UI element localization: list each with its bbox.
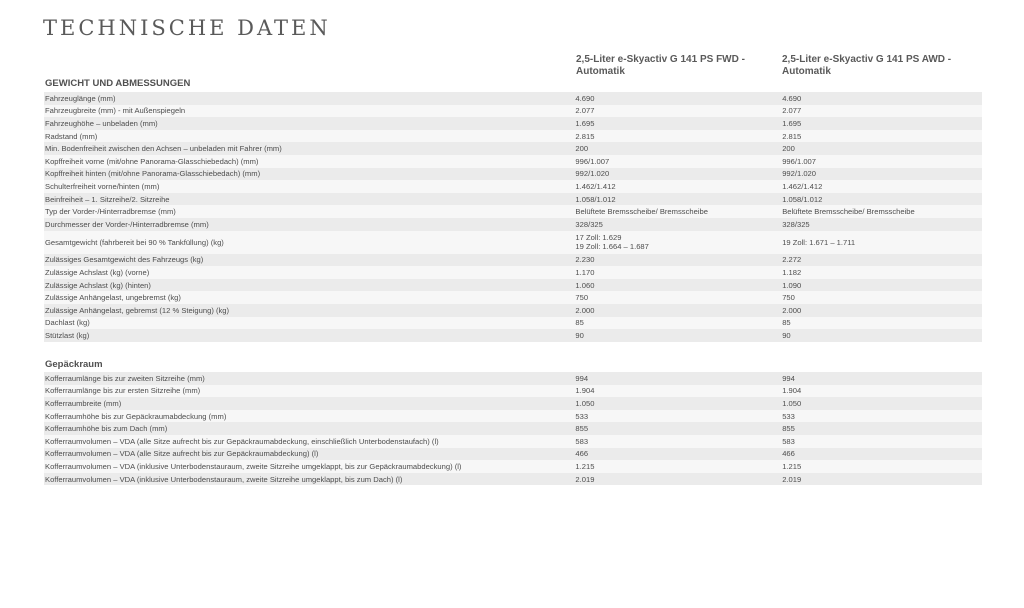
value-awd: 1.695 xyxy=(782,118,802,128)
table-row xyxy=(44,460,982,473)
table-row xyxy=(44,168,982,181)
value-awd: 1.215 xyxy=(782,461,802,471)
value-awd: 533 xyxy=(782,411,795,421)
row-label: Kopffreiheit hinten (mit/ohne Panorama-Glasschiebedach) (mm) xyxy=(45,169,261,179)
table-row xyxy=(44,254,982,267)
row-label: Kofferraumbreite (mm) xyxy=(45,398,122,408)
table-row xyxy=(44,105,982,118)
value-fwd: 1.904 xyxy=(575,386,595,396)
value-fwd: 996/1.007 xyxy=(575,156,610,166)
table-row xyxy=(44,329,982,342)
value-fwd: Belüftete Bremsscheibe/ Bremsscheibe xyxy=(575,207,708,217)
table-row xyxy=(44,155,982,168)
value-fwd: 328/325 xyxy=(575,219,603,229)
section-title-weight-dimensions: GEWICHT UND ABMESSUNGEN xyxy=(45,78,191,89)
row-label: Kofferraumvolumen – VDA (alle Sitze aufrecht bis zur Gepäckraumabdeckung, einschließlich Unterbodenstaufach) (l) xyxy=(45,436,439,446)
value-fwd: 2.230 xyxy=(575,255,595,265)
table-row xyxy=(44,266,982,279)
row-label: Kofferraumvolumen – VDA (inklusive Unterbodenstauraum, zweite Sitzreihe umgeklappt, bis zur Gepäckraumabdeckung) (l) xyxy=(45,461,462,471)
row-label: Kofferraumlänge bis zur zweiten Sitzreihe (mm) xyxy=(45,373,205,383)
column-header-awd: 2,5-Liter e-Skyactiv G 141 PS AWD - Automatik xyxy=(782,54,952,77)
table-row xyxy=(44,231,982,254)
value-awd: 996/1.007 xyxy=(782,156,816,166)
weight-dimensions-table xyxy=(44,92,982,342)
row-label: Schulterfreiheit vorne/hinten (mm) xyxy=(45,181,160,191)
value-awd: 1.904 xyxy=(782,386,802,396)
value-awd: 1.182 xyxy=(782,267,802,277)
table-row xyxy=(44,397,982,410)
section-title-luggage: Gepäckraum xyxy=(45,359,103,370)
row-label: Typ der Vorder-/Hinterradbremse (mm) xyxy=(45,207,176,217)
value-fwd: 533 xyxy=(575,411,589,421)
value-awd: 200 xyxy=(782,144,795,154)
table-row xyxy=(44,473,982,486)
row-label: Durchmesser der Vorder-/Hinterradbremse (mm) xyxy=(45,219,209,229)
row-label: Kofferraumhöhe bis zur Gepäckraumabdeckung (mm) xyxy=(45,411,227,421)
row-label: Zulässige Anhängelast, gebremst (12 % Steigung) (kg) xyxy=(45,305,230,315)
page-title: TECHNISCHE DATEN xyxy=(43,16,331,40)
table-row xyxy=(44,193,982,206)
value-fwd: 2.815 xyxy=(575,131,595,141)
row-label: Zulässige Achslast (kg) (hinten) xyxy=(45,280,151,290)
table-row xyxy=(44,117,982,130)
value-fwd: 1.695 xyxy=(575,118,595,128)
value-fwd: 2.019 xyxy=(575,474,595,484)
value-awd: 1.462/1.412 xyxy=(782,181,823,191)
table-row xyxy=(44,142,982,155)
value-awd: 1.090 xyxy=(782,280,802,290)
table-row xyxy=(44,279,982,292)
row-label: Radstand (mm) xyxy=(45,131,98,141)
value-fwd: 1.462/1.412 xyxy=(575,181,616,191)
table-row xyxy=(44,435,982,448)
luggage-table xyxy=(44,372,982,485)
row-label: Min. Bodenfreiheit zwischen den Achsen – unbeladen mit Fahrer (mm) xyxy=(45,144,282,154)
table-row xyxy=(44,180,982,193)
value-awd: 2.272 xyxy=(782,255,802,265)
value-fwd: 1.170 xyxy=(575,267,595,277)
value-fwd: 2.077 xyxy=(575,106,595,116)
value-fwd: 992/1.020 xyxy=(575,169,610,179)
value-fwd: 1.050 xyxy=(575,398,595,408)
value-awd: 1.058/1.012 xyxy=(782,194,823,204)
value-fwd: 1.060 xyxy=(575,280,595,290)
table-row xyxy=(44,372,982,385)
value-awd: 2.077 xyxy=(782,106,802,116)
value-fwd: 4.690 xyxy=(575,93,595,103)
table-row xyxy=(44,218,982,231)
value-awd: 855 xyxy=(782,424,795,434)
row-label: Beinfreiheit – 1. Sitzreihe/2. Sitzreihe xyxy=(45,194,170,204)
value-awd: 19 Zoll: 1.671 – 1.711 xyxy=(782,237,856,247)
value-awd: 994 xyxy=(782,373,795,383)
table-row xyxy=(44,92,982,105)
table-row xyxy=(44,410,982,423)
table-row xyxy=(44,448,982,461)
row-label: Stützlast (kg) xyxy=(45,330,90,340)
value-awd: 2.815 xyxy=(782,131,802,141)
row-label: Kofferraumvolumen – VDA (inklusive Unterbodenstauraum, zweite Sitzreihe umgeklappt, bis zum Dach) (l) xyxy=(45,474,403,484)
row-label: Fahrzeuglänge (mm) xyxy=(45,93,116,103)
value-fwd: 85 xyxy=(575,318,584,328)
value-awd: 992/1.020 xyxy=(782,169,816,179)
value-fwd: 994 xyxy=(575,373,589,383)
value-fwd: 466 xyxy=(575,449,589,459)
row-label: Fahrzeugbreite (mm) - mit Außenspiegeln xyxy=(45,106,186,116)
value-fwd: 750 xyxy=(575,293,589,303)
row-label: Zulässiges Gesamtgewicht des Fahrzeugs (kg) xyxy=(45,255,204,265)
table-row xyxy=(44,304,982,317)
column-header-fwd: 2,5-Liter e-Skyactiv G 141 PS FWD - Automatik xyxy=(576,54,745,77)
value-fwd: 2.000 xyxy=(575,305,595,315)
value-awd: 328/325 xyxy=(782,219,810,229)
row-label: Kofferraumvolumen – VDA (alle Sitze aufrecht bis zur Gepäckraumabdeckung) (l) xyxy=(45,449,319,459)
table-row xyxy=(44,205,982,218)
row-label: Kopffreiheit vorne (mit/ohne Panorama-Glasschiebedach) (mm) xyxy=(45,156,259,166)
value-awd: 85 xyxy=(782,318,791,328)
value-fwd: 1.058/1.012 xyxy=(575,194,616,204)
row-label: Gesamtgewicht (fahrbereit bei 90 % Tankfüllung) (kg) xyxy=(45,237,224,247)
value-awd: 583 xyxy=(782,436,795,446)
value-awd: 90 xyxy=(782,330,791,340)
value-fwd: 855 xyxy=(575,424,589,434)
table-row xyxy=(44,291,982,304)
value-awd: 1.050 xyxy=(782,398,802,408)
row-label: Zulässige Anhängelast, ungebremst (kg) xyxy=(45,293,181,303)
value-fwd: 1.215 xyxy=(575,461,595,471)
value-fwd: 200 xyxy=(575,144,589,154)
value-awd: 466 xyxy=(782,449,795,459)
row-label: Dachlast (kg) xyxy=(45,318,90,328)
table-row xyxy=(44,130,982,143)
value-awd: 4.690 xyxy=(782,93,802,103)
value-fwd: 17 Zoll: 1.629 19 Zoll: 1.664 – 1.687 xyxy=(575,233,649,252)
value-awd: Belüftete Bremsscheibe/ Bremsscheibe xyxy=(782,207,915,217)
value-awd: 2.000 xyxy=(782,305,802,315)
value-fwd: 90 xyxy=(575,330,584,340)
table-row xyxy=(44,422,982,435)
row-label: Kofferraumhöhe bis zum Dach (mm) xyxy=(45,424,168,434)
value-awd: 2.019 xyxy=(782,474,802,484)
row-label: Fahrzeughöhe – unbeladen (mm) xyxy=(45,118,158,128)
row-label: Zulässige Achslast (kg) (vorne) xyxy=(45,267,150,277)
row-label: Kofferraumlänge bis zur ersten Sitzreihe (mm) xyxy=(45,386,201,396)
value-awd: 750 xyxy=(782,293,795,303)
value-fwd: 583 xyxy=(575,436,589,446)
table-row xyxy=(44,385,982,398)
table-row xyxy=(44,317,982,330)
